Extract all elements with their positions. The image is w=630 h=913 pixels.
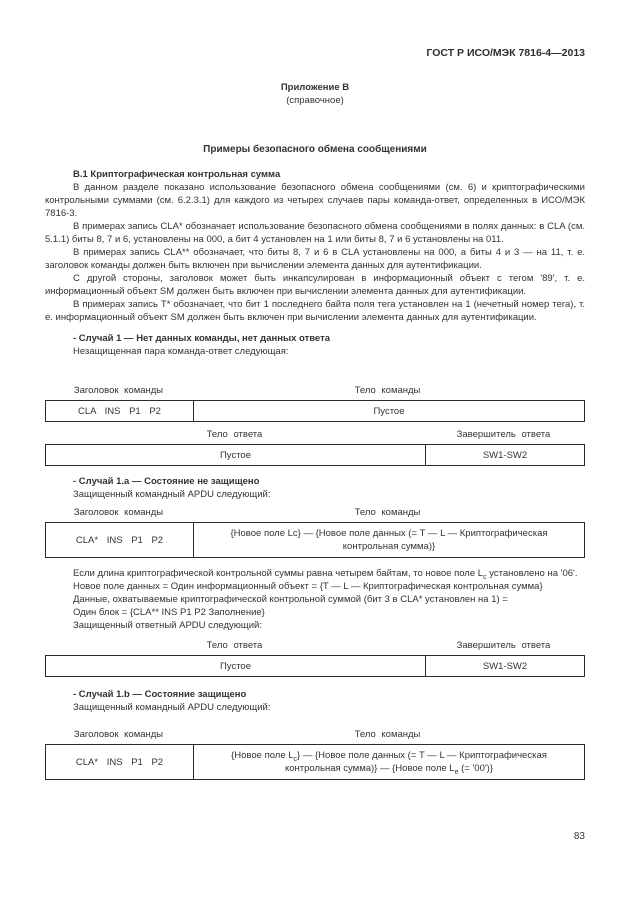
case1-command-table-headers <box>45 384 585 397</box>
paragraph: В примерах запись Т* обозначает, что бит 1 последнего байта поля тега установлен на 1 (нечетный номер тега), т. е. информационный объект SM должен быть включен при вычислении элемента данных для аутентификации. <box>45 299 585 323</box>
paragraph: Если длина криптографической контрольной суммы равна четырем байтам, то новое поле $L_c$ установлено на '06'. <box>73 568 578 581</box>
table-cell: Пустое <box>219 660 252 672</box>
subscript: c <box>293 755 298 763</box>
case1a-response-table-headers <box>45 639 585 652</box>
column-header: Тело команды <box>354 385 421 396</box>
page-title: Примеры безопасного обмена сообщениями <box>203 144 427 155</box>
column-header: Тело ответа <box>206 640 263 651</box>
subscript: e <box>454 768 459 776</box>
table-cell: SW1-SW2 <box>425 445 584 465</box>
case1-response-table <box>45 444 585 466</box>
table-cell: {Новое поле Lc} — {Новое поле данных (= T — L — Криптографическая контрольная сумма)} <box>193 523 584 557</box>
column-header: Заголовок команды <box>73 385 164 396</box>
annex-subtitle: (справочное) <box>286 95 344 106</box>
case1a-response-table <box>45 655 585 677</box>
case1b-command-table-headers <box>45 728 585 741</box>
case1-heading: - Случай 1 — Нет данных команды, нет данных ответа <box>73 333 331 344</box>
case1b-intro: Защищенный командный APDU следующий: <box>73 702 271 713</box>
paragraph: В примерах запись CLA** обозначает, что биты 8, 7 и 6 в CLA установлены на 000, а биты 4 и 3 — на 11, т. е. заголовок команды должен быть включен при вычислении элемента данных для аутентификации. <box>45 247 585 271</box>
table-cell: SW1-SW2 <box>425 656 584 676</box>
paragraph: С другой стороны, заголовок может быть инкапсулирован в информационный объект с тегом '89', т. е. информационный объект SM должен быть включен при вычислении элемента данных для аутентификации. <box>45 273 585 297</box>
formula-line: Новое поле данных = Один информационный объект = {T — L — Криптографическая контрольная сумма} <box>73 581 543 592</box>
case1-intro: Незащищенная пара команда-ответ следующая: <box>73 346 289 357</box>
table-cell: Пустое <box>219 449 252 461</box>
case1b-heading: - Случай 1.b — Состояние защищено <box>73 689 247 700</box>
table-cell: {Новое поле $L_c$} — {Новое поле данных (= T — L — Криптографическая контрольная сумма)} — {Новое поле $L_e$ (= '00')} <box>193 745 584 779</box>
formula-line: Данные, охватываемые криптографической контрольной суммой (бит 3 в CLA* установлен на 1) = <box>73 594 508 605</box>
column-header: Заголовок команды <box>73 507 164 518</box>
column-header: Тело команды <box>354 507 421 518</box>
section-heading: В.1 Криптографическая контрольная сумма <box>73 169 281 180</box>
doc-code: ГОСТ Р ИСО/МЭК 7816-4—2013 <box>426 47 585 59</box>
table-cell: CLA INS P1 P2 <box>78 405 161 417</box>
paragraph: В данном разделе показано использование безопасного обмена сообщениями (см. 6) и криптографическими контрольными суммами (см. 6.2.3.1) для каждого из четырех случаев пары команда-ответ, определенных в ИСО/МЭК 7816-3. <box>45 182 585 219</box>
annex-title: Приложение В <box>280 82 350 93</box>
subscript: c <box>483 573 487 581</box>
page-number: 83 <box>573 831 585 842</box>
table-cell: CLA* INS P1 P2 <box>75 756 164 768</box>
case1a-response-intro: Защищенный ответный APDU следующий: <box>73 620 262 631</box>
case1-response-table-headers <box>45 428 585 441</box>
table-cell: Пустое <box>193 401 584 421</box>
column-header: Завершитель ответа <box>456 640 551 651</box>
case1-command-table <box>45 400 585 422</box>
case1a-command-table <box>45 522 585 558</box>
column-header: Завершитель ответа <box>456 429 551 440</box>
paragraph: В примерах запись CLA* обозначает использование безопасного обмена сообщениями в полях данных: в CLA (см. 5.1.1) биты 8, 7 и 6, установлены на 000, а бит 4 установлен на 1 или биты 8, 7 и 6 установлены на 011. <box>45 221 585 245</box>
table-cell: CLA* INS P1 P2 <box>75 534 164 546</box>
document-body <box>45 168 585 780</box>
case1a-heading: - Случай 1.a — Состояние не защищено <box>73 476 260 487</box>
case1a-command-table-headers <box>45 506 585 519</box>
case1b-command-table <box>45 744 585 780</box>
column-header: Тело ответа <box>206 429 263 440</box>
case1a-intro: Защищенный командный APDU следующий: <box>73 489 271 500</box>
column-header: Заголовок команды <box>73 729 164 740</box>
formula-line: Один блок = {CLA** INS P1 P2 Заполнение} <box>73 607 265 618</box>
column-header: Тело команды <box>354 729 421 740</box>
